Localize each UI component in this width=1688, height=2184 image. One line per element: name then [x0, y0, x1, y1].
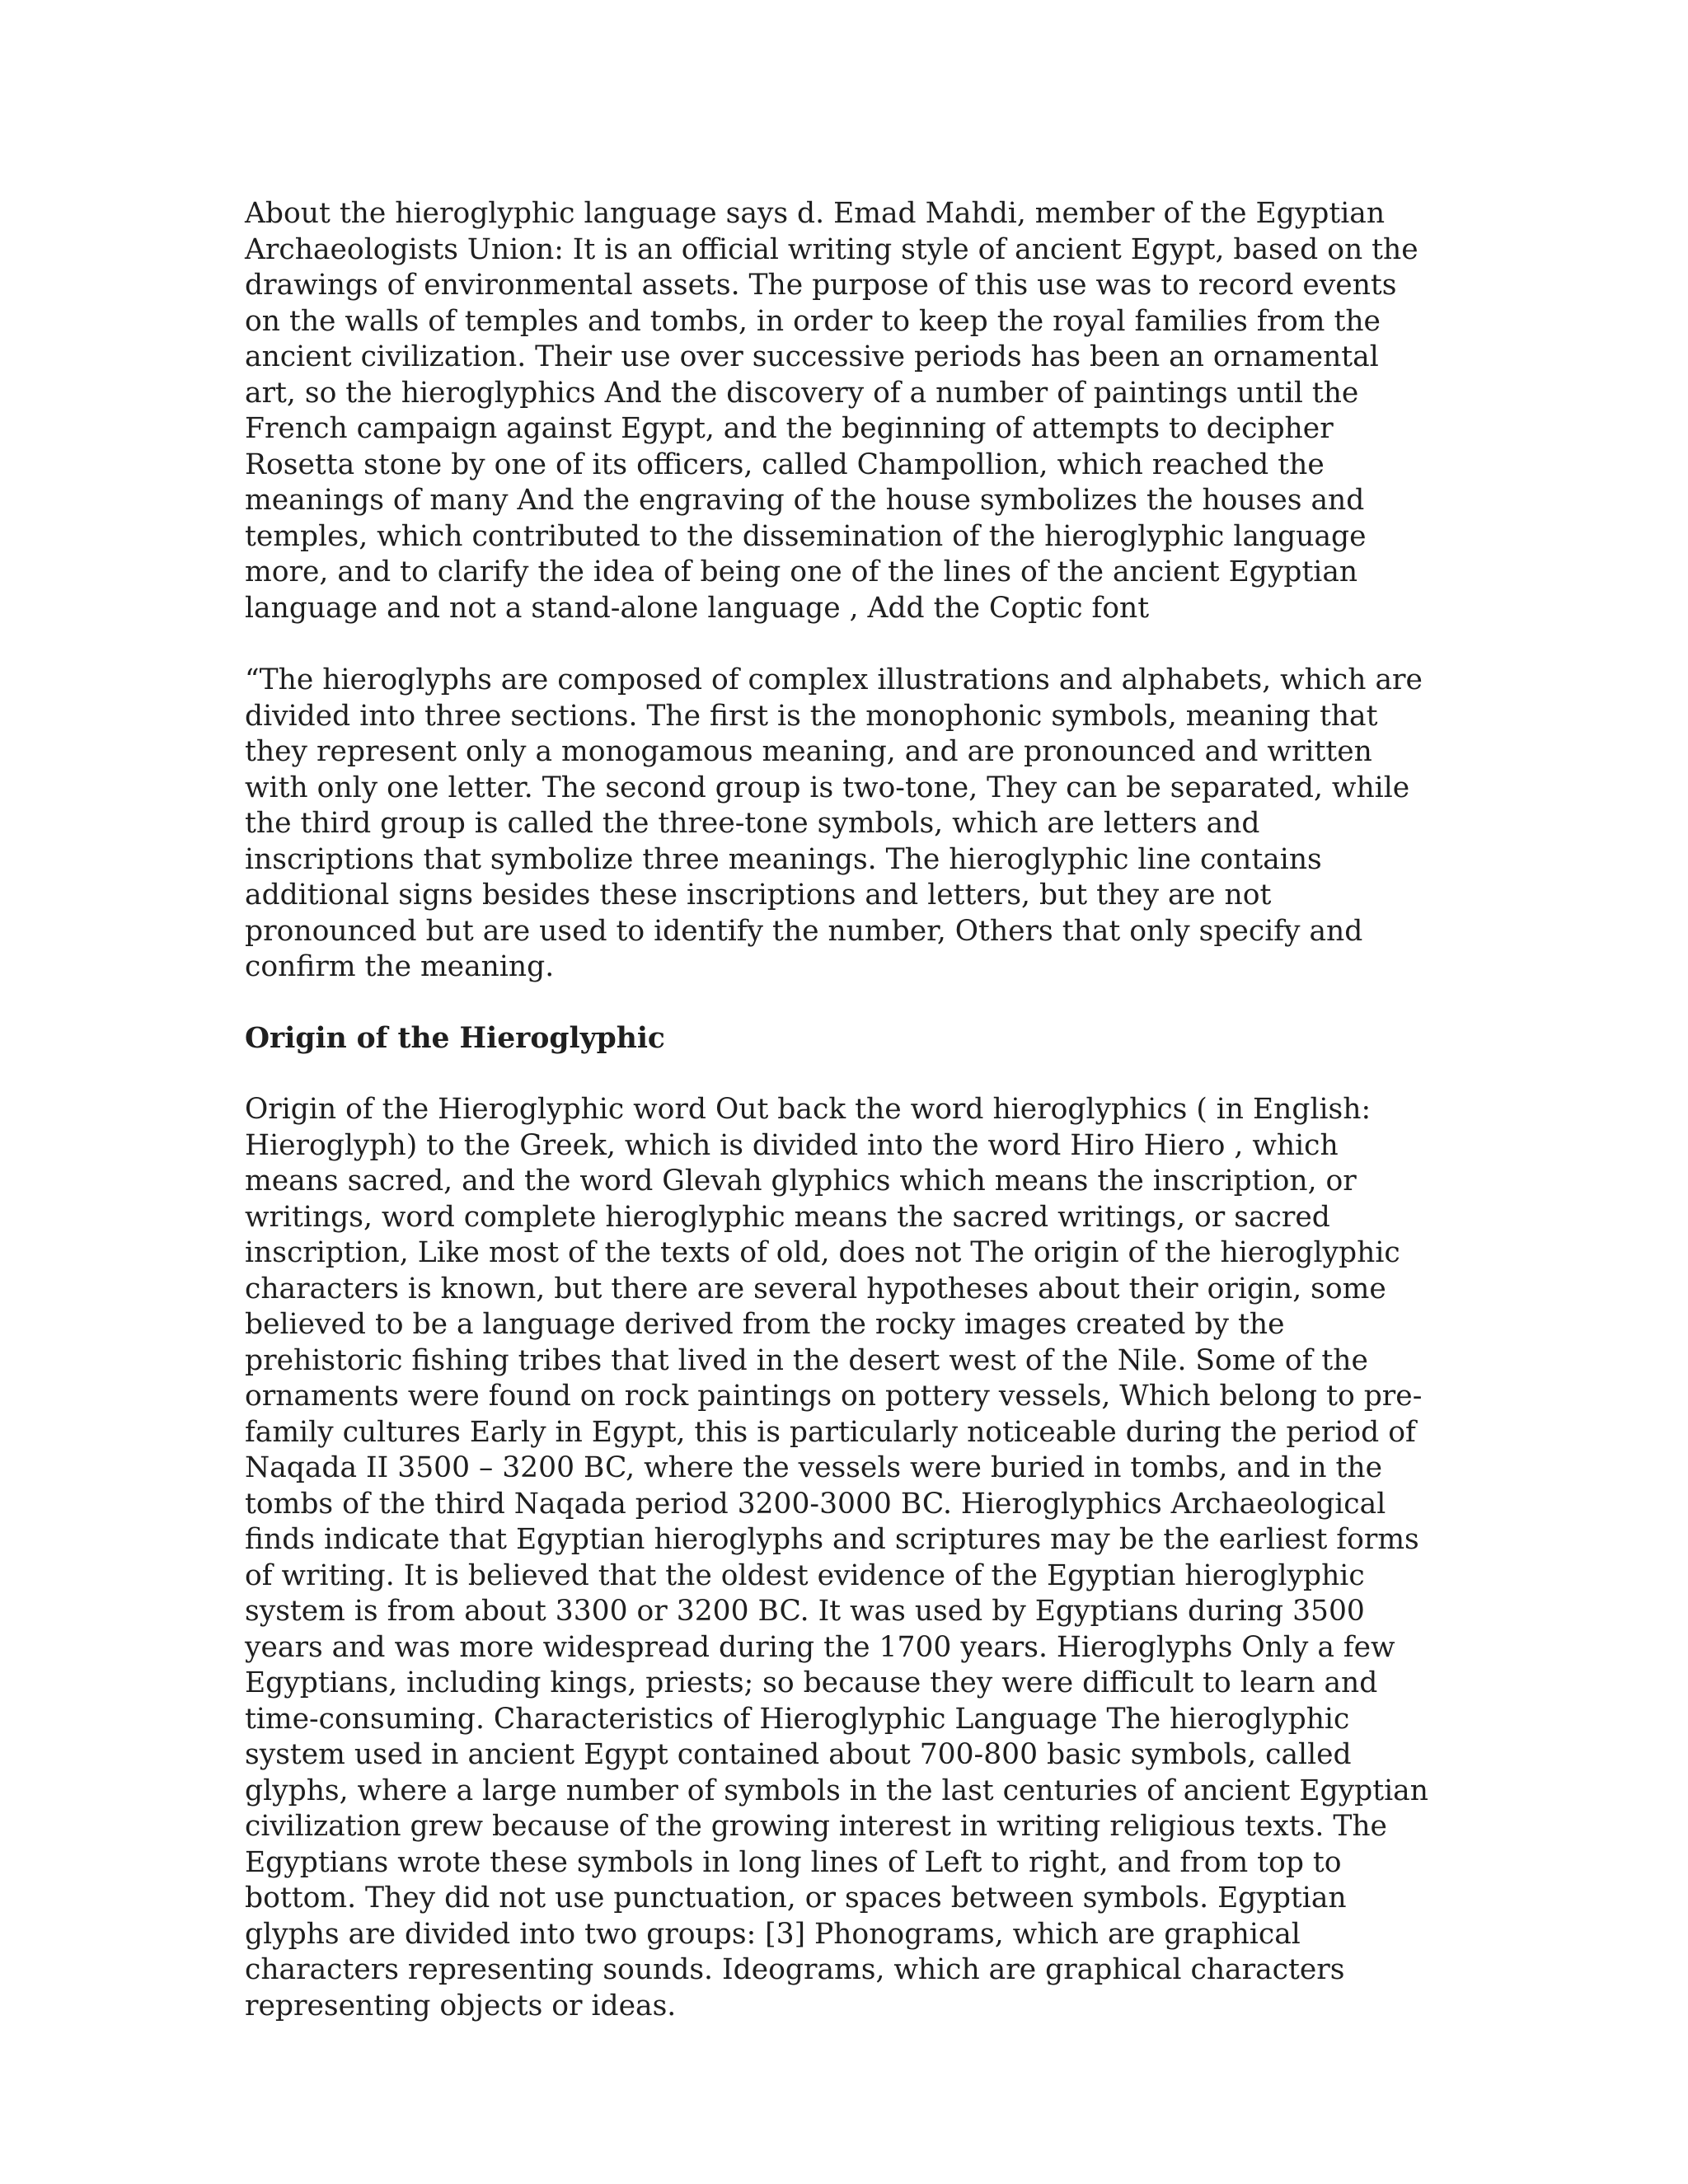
section-heading-origin: Origin of the Hieroglyphic	[245, 1021, 665, 1055]
document-body	[245, 196, 1432, 2024]
paragraph-origin: Origin of the Hieroglyphic word Out back the word hieroglyphics ( in English: Hieroglyph) to the Greek, which is divided into the word Hiro Hiero , which means sacred, and the word Glevah glyphics which means the inscription, or writings, word complete hieroglyphic means the sacred writings, or sacred inscription, Like most of the texts of old, does not The origin of the hieroglyphic characters is known, but there are several hypotheses about their origin, some believed to be a language derived from the rocky images created by the prehistoric fishing tribes that lived in the desert west of the Nile. Some of the ornaments were found on rock paintings on pottery vessels, Which belong to pre-family cultures Early in Egypt, this is particularly noticeable during the period of Naqada II 3500 – 3200 BC, where the vessels were buried in tombs, and in the tombs of the third Naqada period 3200-3000 BC. Hieroglyphics Archaeological finds indicate that Egyptian hieroglyphs and scriptures may be the earliest forms of writing. It is believed that the oldest evidence of the Egyptian hieroglyphic system is from about 3300 or 3200 BC. It was used by Egyptians during 3500 years and was more widespread during the 1700 years. Hieroglyphs Only a few Egyptians, including kings, priests; so because they were difficult to learn and time-consuming. Characteristics of Hieroglyphic Language The hieroglyphic system used in ancient Egypt contained about 700-800 basic symbols, called glyphs, where a large number of symbols in the last centuries of ancient Egyptian civilization grew because of the growing interest in writing religious texts. The Egyptians wrote these symbols in long lines of Left to right, and from top to bottom. They did not use punctuation, or spaces between symbols. Egyptian glyphs are divided into two groups: [3] Phonograms, which are graphical characters representing sounds. Ideograms, which are graphical characters representing objects or ideas.	[245, 1093, 1428, 2022]
paragraph-intro: About the hieroglyphic language says d. Emad Mahdi, member of the Egyptian Archaeologists Union: It is an official writing style of ancient Egypt, based on the drawings of environmental assets. The purpose of this use was to record events on the walls of temples and tombs, in order to keep the royal families from the ancient civilization. Their use over successive periods has been an ornamental art, so the hieroglyphics And the discovery of a number of paintings until the French campaign against Egypt, and the beginning of attempts to decipher Rosetta stone by one of its officers, called Champollion, which reached the meanings of many And the engraving of the house symbolizes the houses and temples, which contributed to the dissemination of the hieroglyphic language more, and to clarify the idea of being one of the lines of the ancient Egyptian language and not a stand-alone language , Add the Coptic font	[245, 197, 1418, 625]
paragraph-hieroglyph-composition: “The hieroglyphs are composed of complex illustrations and alphabets, which are divided into three sections. The first is the monophonic symbols, meaning that they represent only a monogamous meaning, and are pronounced and written with only one letter. The second group is two-tone, They can be separated, while the third group is called the three-tone symbols, which are letters and inscriptions that symbolize three meanings. The hieroglyphic line contains additional signs besides these inscriptions and letters, but they are not pronounced but are used to identify the number, Others that only specify and confirm the meaning.	[245, 663, 1423, 983]
